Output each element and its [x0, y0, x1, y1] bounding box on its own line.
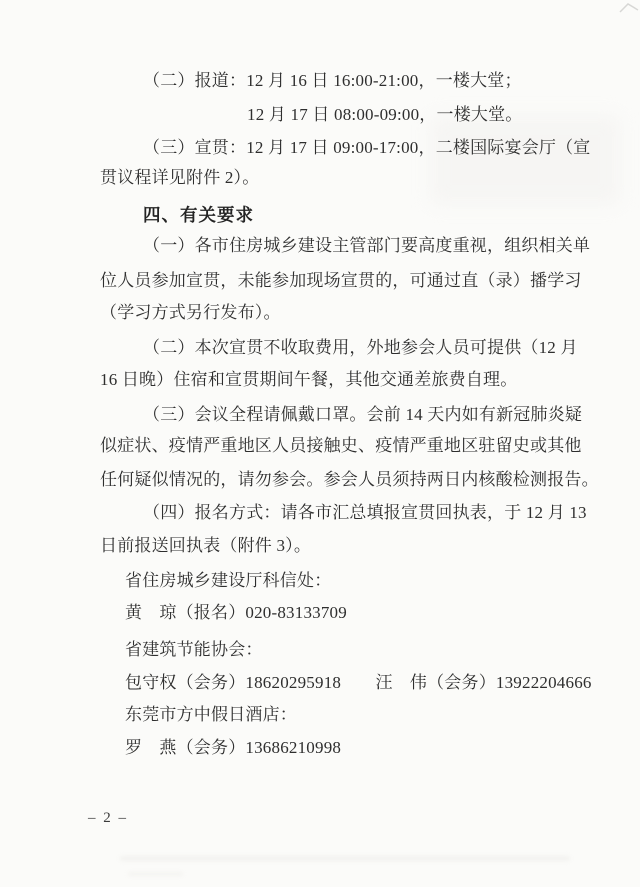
para3-line1: （三）会议全程请佩戴口罩。会前 14 天内如有新冠肺炎疑 — [143, 405, 583, 424]
section-heading-requirements: 四、有关要求 — [143, 205, 254, 225]
para4-line2: 日前报送回执表（附件 3）。 — [100, 536, 312, 555]
para2-line1: （二）本次宣贯不收取费用，外地参会人员可提供（12 月 — [143, 338, 578, 357]
para1-line1: （一）各市住房城乡建设主管部门要高度重视，组织相关单 — [143, 236, 591, 255]
contact-person-1: 黄 琼（报名）020-83133709 — [125, 603, 347, 622]
line-registration-time-2: 12 月 17 日 08:00-09:00，一楼大堂。 — [247, 105, 523, 124]
contact-person-3: 罗 燕（会务）13686210998 — [125, 738, 342, 757]
line-session-time-1: （三）宣贯：12 月 17 日 09:00-17:00，二楼国际宴会厅（宣 — [143, 138, 591, 157]
para3-line3: 任何疑似情况的，请勿参会。参会人员须持两日内核酸检测报告。 — [100, 470, 599, 489]
scan-bleedthrough — [120, 856, 570, 861]
contact-person-2: 包守权（会务）18620295918 汪 伟（会务）13922204666 — [125, 673, 592, 692]
contact-org-1: 省住房城乡建设厅科信处： — [125, 571, 332, 590]
page-number: – 2 – — [88, 810, 128, 826]
para2-line2: 16 日晚）住宿和宣贯期间午餐，其他交通差旅费自理。 — [100, 370, 518, 389]
contact-org-3: 东莞市方中假日酒店： — [125, 705, 297, 724]
contact-org-2: 省建筑节能协会： — [125, 640, 263, 659]
scan-artifact-corner — [618, 0, 640, 16]
scan-bleedthrough — [128, 872, 183, 876]
para1-line2: 位人员参加宣贯，未能参加现场宣贯的，可通过直（录）播学习 — [100, 271, 582, 290]
line-session-time-2: 贯议程详见附件 2）。 — [100, 168, 260, 187]
scan-artifact — [430, 115, 620, 205]
para4-line1: （四）报名方式：请各市汇总填报宣贯回执表，于 12 月 13 — [143, 503, 587, 522]
para1-line3: （学习方式另行发布）。 — [100, 303, 281, 322]
line-registration-time-1: （二）报道：12 月 16 日 16:00-21:00，一楼大堂； — [143, 71, 522, 90]
para3-line2: 似症状、疫情严重地区人员接触史、疫情严重地区驻留史或其他 — [100, 436, 582, 455]
